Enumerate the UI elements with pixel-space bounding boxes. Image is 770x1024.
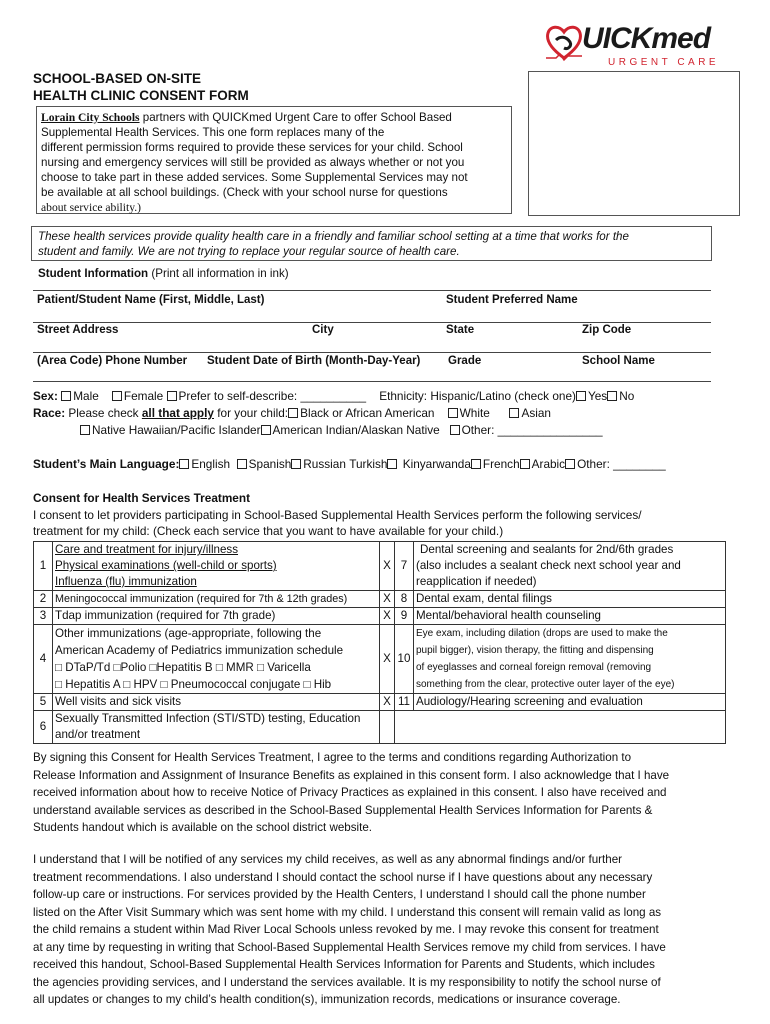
title-line-1: SCHOOL-BASED ON-SITE — [33, 71, 202, 86]
para2-line: treatment recommendations. I also understand I should contact the school nurse if I have questions about any necessary — [33, 870, 653, 884]
logo-brand: UICKmed — [582, 22, 711, 55]
field-student-name[interactable]: Patient/Student Name (First, Middle, Last) — [37, 294, 265, 306]
service-number: 5 — [34, 694, 53, 711]
para1-line: understand available services as described in the School-Based Supplemental Health Services Information for Parents & — [33, 803, 653, 817]
table-row — [34, 625, 726, 694]
intro-line-7: about service ability.) — [41, 201, 142, 214]
student-info-note: (Print all information in ink) — [148, 267, 289, 280]
yes-label: Yes — [587, 389, 608, 403]
field-city[interactable]: City — [312, 324, 334, 336]
race-row-2 — [80, 422, 603, 438]
black-label: Black or African American — [300, 406, 435, 420]
table-row — [34, 591, 726, 608]
field-school[interactable]: School Name — [582, 355, 655, 367]
male-label: Male — [73, 389, 99, 403]
service-check[interactable]: X — [380, 625, 395, 694]
intro-line-3: different permission forms required to provide these services for your child. School — [41, 141, 463, 154]
service-7a: Dental screening and sealants for 2nd/6th grades — [420, 543, 674, 556]
service-9[interactable]: Mental/behavioral health counseling — [414, 608, 726, 625]
kinyarwanda-checkbox[interactable] — [471, 459, 481, 469]
consent-heading: Consent for Health Services Treatment — [33, 491, 250, 505]
paragraph-2 — [33, 851, 728, 1009]
field-phone[interactable]: (Area Code) Phone Number — [37, 355, 188, 367]
asian-label: Asian — [521, 406, 551, 420]
english-checkbox[interactable] — [179, 459, 189, 469]
turkish-label: Turkish — [349, 457, 388, 471]
turkish-checkbox[interactable] — [387, 459, 397, 469]
consent-line-1: I consent to let providers participating in School-Based Supplemental Health Services perform the following services/ — [33, 508, 642, 522]
hawaiian-checkbox[interactable] — [80, 425, 90, 435]
russian-checkbox[interactable] — [291, 459, 301, 469]
service-4a: Other immunizations (age-appropriate, following the — [55, 627, 322, 640]
language-label: Student’s Main Language: — [33, 457, 180, 471]
other-race-label[interactable]: Other: ________________ — [461, 423, 603, 437]
service-10d: something from the clear, protective outer layer of the eye) — [416, 679, 675, 690]
service-4c[interactable]: □ DTaP/Td □Polio □Hepatitis B □ MMR □ Varicella — [55, 661, 311, 674]
race-all: all that apply — [141, 406, 214, 420]
title-line-2: HEALTH CLINIC CONSENT FORM — [33, 88, 249, 103]
school-name: Lorain City Schools — [41, 111, 140, 124]
intro-line-5: choose to take part in these added services. Some Supplemental Services may not — [41, 171, 468, 184]
field-state[interactable]: State — [446, 324, 475, 336]
native-checkbox[interactable] — [261, 425, 271, 435]
student-info-label: Student Information — [38, 267, 149, 280]
service-6a: Sexually Transmitted Infection (STI/STD) testing, Education — [55, 712, 361, 725]
other-language-label[interactable]: Other: ________ — [577, 457, 666, 471]
service-10b: pupil bigger), vision therapy, the fitting and dispensing — [416, 645, 654, 656]
service-7b: (also includes a sealant check next school year and — [416, 559, 681, 572]
hawaiian-label: Native Hawaiian/Pacific Islander — [92, 423, 261, 437]
service-check[interactable]: X — [380, 542, 395, 591]
service-number: 11 — [395, 694, 414, 711]
language-row — [33, 456, 666, 472]
native-label: American Indian/Alaskan Native — [272, 423, 440, 437]
service-check[interactable]: X — [380, 694, 395, 711]
intro-box — [36, 106, 512, 214]
service-number: 3 — [34, 608, 53, 625]
service-number: 1 — [34, 542, 53, 591]
service-check[interactable]: X — [380, 608, 395, 625]
para2-line: received this handout, School-Based Supplemental Health Services Information for Parents and Students, which includes — [33, 958, 655, 971]
white-checkbox[interactable] — [448, 408, 458, 418]
consent-line-2: treatment for my child: (Check each service that you want to have available for your child.) — [33, 524, 504, 538]
no-label: No — [619, 389, 635, 403]
service-8[interactable]: Dental exam, dental filings — [414, 591, 726, 608]
intro-line-2: Supplemental Health Services. This one form replaces many of the — [41, 126, 385, 139]
service-5[interactable]: Well visits and sick visits — [53, 694, 380, 711]
service-7c: reapplication if needed) — [416, 575, 537, 588]
paragraph-1 — [33, 749, 728, 837]
service-number: 7 — [395, 542, 414, 591]
para2-line: I understand that I will be notified of any services my child receives, as well as any abnormal findings and/or further — [33, 853, 622, 866]
field-grade[interactable]: Grade — [448, 355, 482, 367]
ethnicity-label: Ethnicity: Hispanic/Latino (check one) — [379, 389, 576, 403]
field-dob[interactable]: Student Date of Birth (Month-Day-Year) — [207, 355, 421, 367]
arabic-checkbox[interactable] — [565, 459, 575, 469]
para2-line: all updates or changes to my child’s health condition(s), immunization records, medications or insurance coverage. — [33, 993, 621, 1006]
service-check[interactable]: X — [380, 591, 395, 608]
service-4b: American Academy of Pediatrics immunization schedule — [55, 644, 344, 657]
race-row — [33, 405, 551, 421]
french-checkbox[interactable] — [520, 459, 530, 469]
other-race-checkbox[interactable] — [450, 425, 460, 435]
field-street[interactable]: Street Address — [37, 324, 119, 336]
table-row — [34, 608, 726, 625]
kinyarwanda-label: Kinyarwanda — [402, 457, 471, 471]
service-10[interactable] — [414, 625, 726, 694]
services-table — [33, 541, 726, 744]
service-6b: and/or treatment — [55, 728, 141, 741]
para1-line: Students handout which is available on the school district website. — [33, 821, 372, 834]
divider — [33, 290, 711, 291]
race-label: Race: — [33, 406, 66, 420]
para1-line: received information about how to receive Notice of Privacy Practices as explained in this consent. I also have received and — [33, 786, 667, 799]
service-number: 8 — [395, 591, 414, 608]
banner-line-1: These health services provide quality health care in a friendly and familiar school setting at a time that works for the — [38, 230, 629, 243]
male-checkbox[interactable] — [61, 391, 71, 401]
intro-line-6: be available at all school buildings. (Check with your school nurse for questions — [41, 186, 448, 199]
ethnicity-yes-checkbox[interactable] — [576, 391, 586, 401]
service-2[interactable]: Meningococcal immunization (required for 7th & 12th grades) — [53, 591, 380, 608]
service-4[interactable] — [53, 625, 380, 694]
asian-checkbox[interactable] — [509, 408, 519, 418]
divider — [33, 381, 711, 382]
heart-logo-icon — [544, 22, 584, 62]
para2-line: listed on the After Visit Summary which was sent home with my child. I understand this consent will remain valid as long as — [33, 905, 662, 919]
service-1c: Influenza (flu) immunization — [55, 575, 197, 588]
service-number: 10 — [395, 625, 414, 694]
service-4d[interactable]: □ Hepatitis A □ HPV □ Pneumococcal conjugate □ Hib — [55, 678, 332, 691]
ethnicity-no-checkbox[interactable] — [607, 391, 617, 401]
para2-line: follow-up care or instructions. For services provided by the Health Centers, I understand I should call the phone number — [33, 888, 646, 901]
french-label: French — [482, 457, 520, 471]
divider — [33, 322, 711, 323]
spanish-checkbox[interactable] — [237, 459, 247, 469]
para1-line: Release Information and Assignment of Insurance Benefits as explained in this consent form. I also acknowledge that I have — [33, 768, 670, 782]
service-number: 4 — [34, 625, 53, 694]
service-10a: Eye exam, including dilation (drops are used to make the — [416, 628, 668, 639]
table-row — [34, 694, 726, 711]
sex-label: Sex: — [33, 389, 58, 403]
prefer-label[interactable]: Prefer to self-describe: __________ — [178, 389, 367, 403]
logo-subtitle: URGENT CARE — [608, 57, 720, 68]
service-number: 9 — [395, 608, 414, 625]
service-1b: Physical examinations (well-child or sports) — [55, 559, 277, 572]
divider — [33, 352, 711, 353]
service-7[interactable] — [414, 542, 726, 591]
service-6[interactable] — [53, 711, 380, 744]
para2-line: the agencies providing services, and I understand the services available. It is my responsibility to notify the school nurse of — [33, 975, 661, 989]
female-label: Female — [123, 389, 164, 403]
service-number: 2 — [34, 591, 53, 608]
service-11[interactable]: Audiology/Hearing screening and evaluation — [414, 694, 726, 711]
para1-line: By signing this Consent for Health Services Treatment, I agree to the terms and conditions regarding Authorization to — [33, 751, 632, 764]
russian-label: Russian — [303, 457, 346, 471]
english-label: English — [191, 457, 231, 471]
field-preferred-name[interactable]: Student Preferred Name — [446, 294, 578, 306]
para2-line: the child remains a student within Mad River Local Schools unless revoked by me. I may revoke this consent for treatment — [33, 923, 659, 936]
spanish-label: Spanish — [248, 457, 292, 471]
prefer-checkbox[interactable] — [167, 391, 177, 401]
page-title — [33, 70, 249, 104]
service-3[interactable]: Tdap immunization (required for 7th grade) — [53, 608, 380, 625]
banner-line-2: student and family. We are not trying to replace your regular source of health care. — [38, 245, 460, 258]
empty-cell — [395, 711, 726, 744]
race-prompt-1: Please check — [65, 406, 142, 420]
field-zip[interactable]: Zip Code — [582, 324, 632, 336]
service-number: 6 — [34, 711, 53, 744]
race-prompt-2: for your child: — [213, 406, 289, 420]
sex-row — [33, 388, 634, 404]
photo-box[interactable] — [528, 71, 740, 216]
service-check-empty[interactable] — [380, 711, 395, 744]
female-checkbox[interactable] — [112, 391, 122, 401]
para2-line: at any time by requesting in writing that School-Based Supplemental Health Services remove my child from services. I have — [33, 940, 666, 954]
service-1a: Care and treatment for injury/illness — [55, 543, 239, 556]
intro-line-4: nursing and emergency services will still be provided as always whether or not you — [41, 156, 465, 169]
quickmed-logo — [544, 20, 724, 76]
intro-line-1: partners with QUICKmed Urgent Care to offer School Based — [139, 111, 452, 124]
service-10c: of eyeglasses and corneal foreign removal (removing — [416, 662, 652, 673]
student-info-heading — [38, 267, 289, 280]
white-label: White — [459, 406, 490, 420]
service-1[interactable] — [53, 542, 380, 591]
info-banner — [31, 226, 712, 261]
arabic-label: Arabic — [531, 457, 566, 471]
black-checkbox[interactable] — [288, 408, 298, 418]
consent-section — [33, 490, 642, 539]
table-row — [34, 711, 726, 744]
table-row — [34, 542, 726, 591]
